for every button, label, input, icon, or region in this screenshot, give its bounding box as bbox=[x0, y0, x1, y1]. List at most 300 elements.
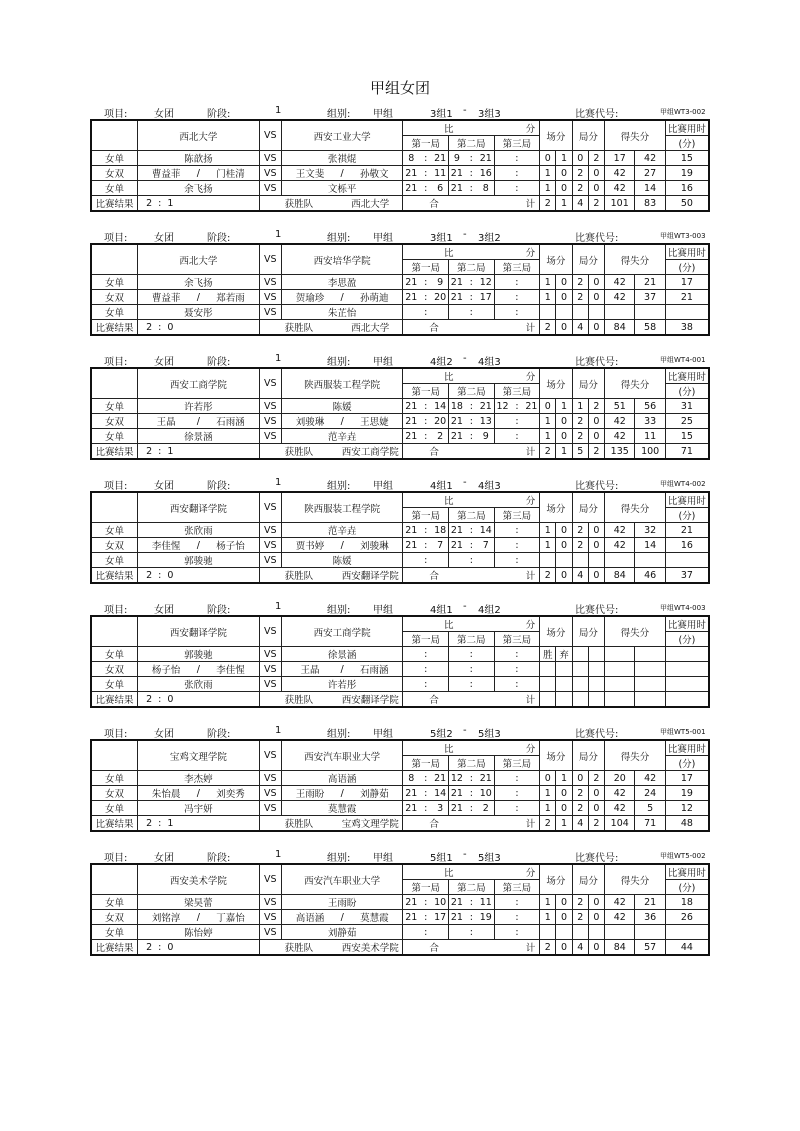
score-b bbox=[432, 925, 448, 940]
score-colon: : bbox=[419, 523, 432, 538]
stat-c2: 0 bbox=[556, 538, 572, 553]
slash: / bbox=[194, 910, 202, 925]
player-b2: 刘骏琳 bbox=[346, 538, 403, 553]
stat-j2 bbox=[588, 647, 604, 662]
time-header: 比赛用时 bbox=[665, 368, 709, 384]
winner-label: 获胜队 bbox=[259, 816, 338, 832]
stat-c1: 1 bbox=[540, 181, 556, 196]
team-a: 西北大学 bbox=[138, 244, 260, 275]
stat-d2: 5 bbox=[635, 801, 665, 816]
player-a: 郭骏驰 bbox=[138, 647, 260, 662]
score-colon: : bbox=[465, 925, 478, 940]
label-code: 比赛代号: bbox=[575, 357, 619, 368]
result-label: 比赛结果 bbox=[91, 816, 138, 832]
stat-j2: 0 bbox=[588, 181, 604, 196]
score-a: 21 bbox=[448, 166, 464, 181]
score-a: 21 bbox=[449, 786, 465, 801]
total-j1: 4 bbox=[572, 320, 588, 336]
score-b: 8 bbox=[478, 181, 494, 196]
game3-header: 第三局 bbox=[494, 260, 540, 275]
score-b bbox=[523, 166, 539, 181]
he-label: 合 bbox=[403, 816, 465, 832]
vs-label: VS bbox=[259, 616, 281, 647]
slash: / bbox=[194, 290, 202, 305]
score-a: 21 bbox=[448, 275, 464, 290]
label-stage: 阶段: bbox=[207, 109, 231, 120]
score-a: 12 bbox=[494, 399, 510, 414]
stat-t: 15 bbox=[665, 429, 709, 444]
label-code: 比赛代号: bbox=[575, 853, 619, 864]
score-b: 17 bbox=[432, 910, 448, 925]
slash: / bbox=[338, 290, 346, 305]
fen-label: 分 bbox=[494, 492, 540, 508]
score-a: 21 bbox=[403, 523, 419, 538]
score-a bbox=[494, 895, 510, 910]
group-value: 甲组 bbox=[373, 481, 393, 492]
total-t: 38 bbox=[665, 320, 709, 336]
match-code: 甲组WT5-002 bbox=[660, 852, 706, 860]
time-unit: (分) bbox=[665, 632, 709, 647]
vs-label: VS bbox=[259, 553, 281, 568]
game3-header: 第三局 bbox=[494, 756, 540, 771]
score-colon: : bbox=[419, 553, 432, 568]
game2-header: 第二局 bbox=[449, 756, 495, 771]
match-header bbox=[90, 475, 710, 491]
stat-j2: 2 bbox=[588, 771, 604, 786]
player-a: 许若彤 bbox=[138, 399, 260, 414]
stat-j2: 0 bbox=[588, 275, 604, 290]
event-type: 女单 bbox=[91, 925, 138, 940]
group-a: 4组1 bbox=[430, 605, 453, 616]
player-a: 余飞扬 bbox=[138, 275, 260, 290]
score-a bbox=[448, 305, 464, 320]
ji-label: 计 bbox=[465, 692, 540, 708]
score-a bbox=[449, 553, 465, 568]
player-b: 陈媛 bbox=[281, 399, 403, 414]
score-colon: : bbox=[465, 677, 478, 692]
score-b: 21 bbox=[478, 771, 494, 786]
event-type: 女双 bbox=[91, 166, 138, 181]
match-table bbox=[90, 243, 710, 336]
slash: / bbox=[338, 166, 346, 181]
score-colon: : bbox=[465, 166, 478, 181]
result-row bbox=[91, 692, 709, 708]
event-type: 女单 bbox=[91, 305, 138, 320]
stat-j1: 2 bbox=[572, 275, 588, 290]
score-b bbox=[524, 414, 540, 429]
player-a: 陈怡婷 bbox=[138, 925, 260, 940]
match-code: 甲组WT4-003 bbox=[660, 604, 706, 612]
item-value: 女团 bbox=[154, 729, 174, 740]
score-b: 2 bbox=[478, 801, 494, 816]
stat-j1: 2 bbox=[572, 895, 588, 910]
score-colon: : bbox=[419, 151, 432, 166]
changfen-header: 场分 bbox=[540, 616, 572, 647]
stat-d1 bbox=[605, 647, 635, 662]
result-label: 比赛结果 bbox=[91, 196, 138, 212]
score-colon: : bbox=[419, 275, 432, 290]
score-colon: : bbox=[510, 538, 523, 553]
match-table bbox=[90, 119, 710, 212]
score-b bbox=[478, 662, 494, 677]
match-block bbox=[90, 103, 710, 212]
result-score bbox=[138, 444, 260, 460]
score-colon: : bbox=[510, 305, 523, 320]
score-colon: : bbox=[510, 523, 523, 538]
vs-label: VS bbox=[259, 290, 281, 305]
vs-label: VS bbox=[259, 864, 281, 895]
vs-label: VS bbox=[259, 523, 281, 538]
stat-j1: 2 bbox=[572, 910, 588, 925]
match-table bbox=[90, 739, 710, 832]
score-b bbox=[524, 801, 540, 816]
score-b: 14 bbox=[432, 399, 448, 414]
player-a: 陈歆扬 bbox=[138, 151, 260, 166]
total-j1: 4 bbox=[572, 816, 588, 832]
score-b: 10 bbox=[432, 895, 448, 910]
stat-j1 bbox=[572, 677, 588, 692]
total-d1: 101 bbox=[605, 196, 635, 212]
stat-t: 19 bbox=[665, 166, 709, 181]
player-a2: 丁嘉怡 bbox=[202, 910, 259, 925]
stat-j2: 2 bbox=[588, 399, 604, 414]
vs-label: VS bbox=[259, 429, 281, 444]
score-b: 20 bbox=[432, 290, 448, 305]
total-c1: 2 bbox=[540, 568, 556, 584]
result-score bbox=[138, 196, 260, 212]
event-type: 女单 bbox=[91, 553, 138, 568]
score-b: 17 bbox=[478, 290, 494, 305]
time-unit: (分) bbox=[665, 508, 709, 523]
team-b: 西安培华学院 bbox=[281, 244, 403, 275]
score-b: 13 bbox=[478, 414, 494, 429]
score-a bbox=[494, 553, 510, 568]
stat-c2 bbox=[556, 925, 572, 940]
stat-t: 16 bbox=[665, 538, 709, 553]
defen-header: 得失分 bbox=[605, 616, 666, 647]
item-value: 女团 bbox=[154, 605, 174, 616]
group-value: 甲组 bbox=[373, 233, 393, 244]
stat-d2 bbox=[635, 647, 665, 662]
team-a: 西安翻译学院 bbox=[138, 616, 260, 647]
changfen-header: 场分 bbox=[540, 740, 572, 771]
score-a bbox=[449, 925, 465, 940]
jufen-header: 局分 bbox=[572, 616, 604, 647]
score-colon: : bbox=[465, 801, 478, 816]
fen-label: 分 bbox=[494, 616, 540, 632]
result-colon: : bbox=[158, 817, 162, 829]
score-b bbox=[432, 305, 448, 320]
label-group: 组别: bbox=[327, 357, 351, 368]
total-d2: 46 bbox=[635, 568, 665, 584]
score-a bbox=[494, 290, 510, 305]
score-b bbox=[432, 677, 448, 692]
stat-c1: 1 bbox=[540, 166, 556, 181]
group-b: 5组3 bbox=[478, 853, 501, 864]
score-a: 21 bbox=[449, 895, 465, 910]
player-a1: 曹益菲 bbox=[138, 290, 195, 305]
score-b bbox=[432, 553, 448, 568]
cell bbox=[91, 864, 138, 895]
stat-t: 17 bbox=[665, 771, 709, 786]
changfen-header: 场分 bbox=[540, 492, 572, 523]
defen-header: 得失分 bbox=[605, 864, 666, 895]
score-b bbox=[524, 786, 540, 801]
fen-label: 分 bbox=[494, 368, 540, 384]
stat-j2: 0 bbox=[588, 786, 604, 801]
player-a2: 门桂清 bbox=[202, 166, 259, 181]
result-a: 2 bbox=[146, 197, 153, 209]
score-b: 21 bbox=[432, 771, 448, 786]
stat-d2: 11 bbox=[635, 429, 665, 444]
player-a: 徐景涵 bbox=[138, 429, 260, 444]
event-type: 女单 bbox=[91, 429, 138, 444]
group-b: 4组3 bbox=[478, 481, 501, 492]
score-colon: : bbox=[465, 181, 478, 196]
player-b1: 王晶 bbox=[281, 662, 338, 677]
match-code: 甲组WT3-003 bbox=[660, 232, 706, 240]
team-a: 宝鸡文理学院 bbox=[138, 740, 260, 771]
score-a: 21 bbox=[403, 166, 419, 181]
score-b bbox=[524, 771, 540, 786]
stat-c1 bbox=[540, 677, 556, 692]
total-t: 44 bbox=[665, 940, 709, 956]
score-b bbox=[523, 290, 539, 305]
team-b: 西安工业大学 bbox=[281, 120, 403, 151]
slash: / bbox=[338, 910, 346, 925]
stat-t: 26 bbox=[665, 910, 709, 925]
vs-label: VS bbox=[259, 305, 281, 320]
time-header: 比赛用时 bbox=[665, 616, 709, 632]
total-c1: 2 bbox=[540, 816, 556, 832]
winner-team: 西安美术学院 bbox=[338, 940, 403, 956]
score-colon: : bbox=[510, 895, 523, 910]
total-c1: 2 bbox=[540, 196, 556, 212]
stat-d1: 42 bbox=[605, 910, 635, 925]
winner-team: 西北大学 bbox=[338, 320, 403, 336]
score-colon: : bbox=[510, 414, 523, 429]
stat-d1: 42 bbox=[605, 275, 635, 290]
match-header bbox=[90, 847, 710, 863]
stat-j1 bbox=[572, 305, 588, 320]
stat-d2 bbox=[635, 925, 665, 940]
stat-j2 bbox=[588, 305, 604, 320]
match-header bbox=[90, 227, 710, 243]
total-d2: 57 bbox=[635, 940, 665, 956]
result-row bbox=[91, 940, 709, 956]
score-a: 21 bbox=[403, 786, 419, 801]
ji-label: 计 bbox=[465, 568, 540, 584]
score-b bbox=[524, 910, 540, 925]
vs-label: VS bbox=[259, 677, 281, 692]
score-b bbox=[523, 677, 539, 692]
score-b: 16 bbox=[478, 166, 494, 181]
score-colon: : bbox=[465, 662, 478, 677]
total-j2: 0 bbox=[588, 568, 604, 584]
dash: - bbox=[463, 849, 467, 860]
total-c1: 2 bbox=[540, 940, 556, 956]
score-a: 21 bbox=[449, 523, 465, 538]
match-block bbox=[90, 723, 710, 832]
result-colon: : bbox=[158, 941, 162, 953]
match-header bbox=[90, 103, 710, 119]
slash: / bbox=[194, 662, 202, 677]
match-block bbox=[90, 475, 710, 584]
stat-c1: 0 bbox=[540, 771, 556, 786]
total-j2: 2 bbox=[588, 816, 604, 832]
score-b bbox=[478, 553, 494, 568]
score-a bbox=[494, 305, 510, 320]
label-item: 项目: bbox=[104, 109, 128, 120]
stat-j1: 2 bbox=[572, 786, 588, 801]
defen-header: 得失分 bbox=[605, 244, 666, 275]
total-c2 bbox=[556, 692, 572, 708]
vs-label: VS bbox=[259, 166, 281, 181]
player-b2: 王思婕 bbox=[346, 414, 403, 429]
stat-j2: 0 bbox=[588, 166, 604, 181]
he-label: 合 bbox=[403, 692, 465, 708]
stat-c2: 1 bbox=[556, 399, 572, 414]
result-a: 2 bbox=[146, 569, 153, 581]
dash: - bbox=[463, 601, 467, 612]
bi-label: 比 bbox=[403, 492, 494, 508]
table-row bbox=[91, 305, 709, 320]
stat-t: 31 bbox=[665, 399, 709, 414]
label-item: 项目: bbox=[104, 481, 128, 492]
score-colon: : bbox=[465, 895, 478, 910]
label-group: 组别: bbox=[327, 481, 351, 492]
item-value: 女团 bbox=[154, 481, 174, 492]
score-colon: : bbox=[419, 647, 432, 662]
label-item: 项目: bbox=[104, 605, 128, 616]
score-b: 7 bbox=[432, 538, 448, 553]
score-b bbox=[523, 275, 539, 290]
player-a2: 郑若雨 bbox=[202, 290, 259, 305]
time-unit: (分) bbox=[665, 260, 709, 275]
match-code: 甲组WT3-002 bbox=[660, 108, 706, 116]
stat-t: 12 bbox=[665, 801, 709, 816]
score-colon: : bbox=[510, 801, 523, 816]
event-type: 女单 bbox=[91, 771, 138, 786]
table-row bbox=[91, 553, 709, 568]
stat-j1: 0 bbox=[572, 151, 588, 166]
score-b: 21 bbox=[478, 399, 494, 414]
result-score bbox=[138, 940, 260, 956]
total-t: 50 bbox=[665, 196, 709, 212]
winner-team: 宝鸡文理学院 bbox=[338, 816, 403, 832]
player-a1: 刘铭淳 bbox=[138, 910, 195, 925]
match-code: 甲组WT5-001 bbox=[660, 728, 706, 736]
jufen-header: 局分 bbox=[572, 492, 604, 523]
player-a: 李杰婷 bbox=[138, 771, 260, 786]
game2-header: 第二局 bbox=[449, 384, 495, 399]
result-label: 比赛结果 bbox=[91, 444, 138, 460]
game1-header: 第一局 bbox=[403, 756, 449, 771]
ji-label: 计 bbox=[465, 816, 540, 832]
result-b: 0 bbox=[167, 321, 174, 333]
dash: - bbox=[463, 229, 467, 240]
score-b bbox=[432, 662, 448, 677]
total-c2: 1 bbox=[556, 444, 572, 460]
event-type: 女双 bbox=[91, 414, 138, 429]
table-row bbox=[91, 181, 709, 196]
stage-value: 1 bbox=[275, 353, 282, 364]
total-d1: 84 bbox=[605, 568, 635, 584]
game1-header: 第一局 bbox=[403, 136, 449, 151]
score-a bbox=[494, 662, 510, 677]
team-b: 陕西服装工程学院 bbox=[281, 492, 403, 523]
player-a1: 曹益菲 bbox=[138, 166, 195, 181]
total-j2: 2 bbox=[588, 444, 604, 460]
dash: - bbox=[463, 105, 467, 116]
result-row bbox=[91, 320, 709, 336]
score-a bbox=[494, 771, 510, 786]
player-a2: 杨子怡 bbox=[202, 538, 259, 553]
table-row bbox=[91, 910, 709, 925]
player-a: 梁昊蕾 bbox=[138, 895, 260, 910]
score-colon: : bbox=[419, 662, 432, 677]
dash: - bbox=[463, 725, 467, 736]
stat-c2: 0 bbox=[556, 895, 572, 910]
score-b: 3 bbox=[432, 801, 448, 816]
stat-d1: 42 bbox=[605, 895, 635, 910]
score-b: 9 bbox=[432, 275, 448, 290]
vs-label: VS bbox=[259, 771, 281, 786]
result-colon: : bbox=[158, 569, 162, 581]
label-code: 比赛代号: bbox=[575, 233, 619, 244]
score-a bbox=[494, 647, 510, 662]
result-a: 2 bbox=[146, 445, 153, 457]
table-row bbox=[91, 677, 709, 692]
score-colon: : bbox=[419, 895, 432, 910]
score-b bbox=[523, 151, 539, 166]
stat-c2: 0 bbox=[556, 801, 572, 816]
time-unit: (分) bbox=[665, 136, 709, 151]
label-group: 组别: bbox=[327, 729, 351, 740]
label-item: 项目: bbox=[104, 233, 128, 244]
score-colon: : bbox=[419, 910, 432, 925]
score-colon: : bbox=[465, 771, 478, 786]
score-a: 21 bbox=[403, 429, 419, 444]
jufen-header: 局分 bbox=[572, 244, 604, 275]
label-item: 项目: bbox=[104, 357, 128, 368]
stat-j2 bbox=[588, 925, 604, 940]
stat-t: 15 bbox=[665, 151, 709, 166]
score-colon: : bbox=[510, 166, 523, 181]
score-a: 21 bbox=[403, 290, 419, 305]
stat-t bbox=[665, 647, 709, 662]
stat-d1: 42 bbox=[605, 801, 635, 816]
stat-d1: 42 bbox=[605, 538, 635, 553]
total-d2: 58 bbox=[635, 320, 665, 336]
ji-label: 计 bbox=[465, 940, 540, 956]
group-a: 5组2 bbox=[430, 729, 453, 740]
total-j1: 4 bbox=[572, 568, 588, 584]
match-code: 甲组WT4-001 bbox=[660, 356, 706, 364]
stat-d1: 42 bbox=[605, 786, 635, 801]
score-colon: : bbox=[510, 925, 523, 940]
score-colon: : bbox=[465, 786, 478, 801]
total-c2: 1 bbox=[556, 196, 572, 212]
stat-t bbox=[665, 305, 709, 320]
score-colon: : bbox=[465, 910, 478, 925]
total-d1: 84 bbox=[605, 940, 635, 956]
stat-c2: 1 bbox=[556, 771, 572, 786]
jufen-header: 局分 bbox=[572, 740, 604, 771]
game3-header: 第三局 bbox=[494, 632, 540, 647]
player-b1: 王雨盼 bbox=[281, 786, 338, 801]
player-a: 余飞扬 bbox=[138, 181, 260, 196]
